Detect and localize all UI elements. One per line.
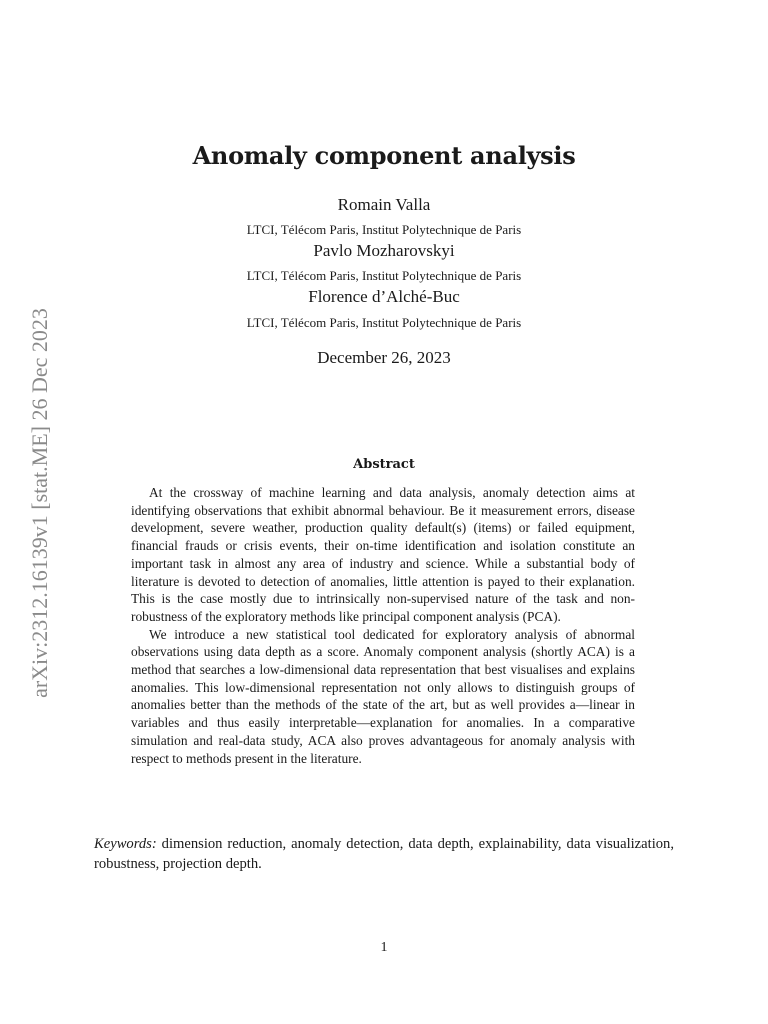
keywords-text: dimension reduction, anomaly detection, data depth, explainability, data visualization, robustness, projection depth. xyxy=(94,836,674,872)
keywords xyxy=(94,834,674,874)
author-name-3: Florence d’Alché-Buc xyxy=(308,287,460,306)
abstract-body xyxy=(131,484,635,767)
author-name-1: Romain Valla xyxy=(337,195,431,214)
author-name-2: Pavlo Mozharovskyi xyxy=(313,241,455,260)
publication-date: December 26, 2023 xyxy=(317,348,451,367)
arxiv-identifier-text: arXiv:2312.16139v1 [stat.ME] 26 Dec 2023 xyxy=(27,308,52,698)
author-affiliation-2: LTCI, Télécom Paris, Institut Polytechnique de Paris xyxy=(246,268,522,283)
abstract-heading: Abstract xyxy=(353,457,415,472)
paper-title: Anomaly component analysis xyxy=(192,141,576,170)
arxiv-identifier xyxy=(20,268,60,738)
abstract-paragraph-1: At the crossway of machine learning and data analysis, anomaly detection aims at identifying observations that exhibit abnormal behaviour. Be it measurement errors, disease development, severe weather, production quality default(s) (items) or failed equipment, financial frauds or crisis events, their on-time identification and isolation constitute an important task in almost any area of industry and science. While a substantial body of literature is devoted to detection of anomalies, little attention is payed to their explanation. This is the case mostly due to intrinsically non-supervised nature of the task and non-robustness of the exploratory methods like principal component analysis (PCA). xyxy=(131,485,635,624)
abstract-paragraph-2: We introduce a new statistical tool dedicated for exploratory analysis of abnormal observations using data depth as a score. Anomaly component analysis (shortly ACA) is a method that searches a low-dimensional data representation that best visualises and explains anomalies. This low-dimensional representation not only allows to distinguish groups of anomalies better than the methods of the state of the art, but as well provides a—linear in variables and thus easily interpretable—explanation for anomalies. In a comparative simulation and real-data study, ACA also proves advantageous for anomaly analysis with respect to methods present in the literature. xyxy=(131,626,635,766)
author-affiliation-1: LTCI, Télécom Paris, Institut Polytechnique de Paris xyxy=(246,222,522,237)
keywords-label: Keywords: xyxy=(94,836,157,852)
page-number: 1 xyxy=(380,940,388,955)
author-affiliation-3: LTCI, Télécom Paris, Institut Polytechnique de Paris xyxy=(246,315,522,330)
